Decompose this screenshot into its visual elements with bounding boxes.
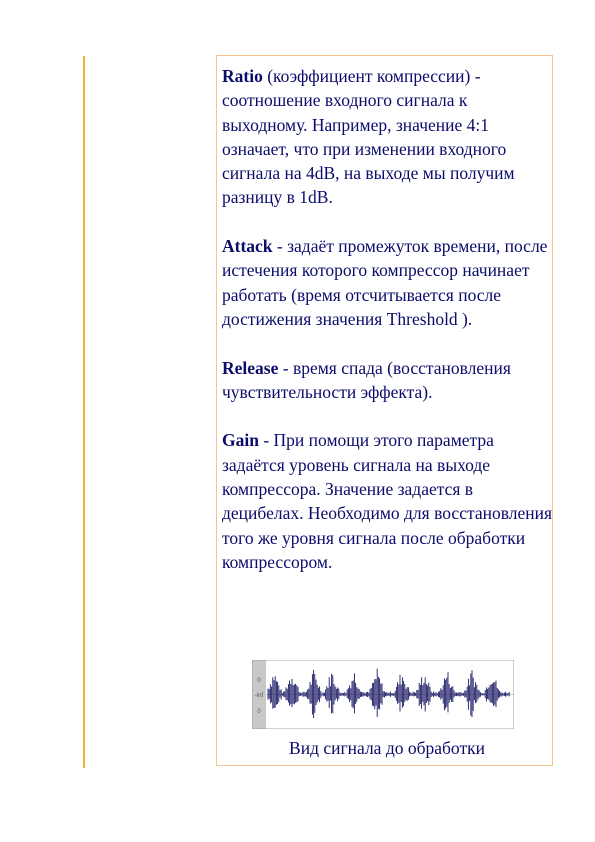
term-ratio: Ratio (222, 66, 263, 86)
definition-attack: - задаёт промежуток времени, после истечения которого компрессор начинает работать (время отсчитывается после достижения значения Threshold ). (222, 236, 548, 329)
definition-release: - время спада (восстановления чувствительности эффекта). (222, 357, 511, 402)
margin-rule (83, 56, 85, 768)
paragraph-release (222, 356, 552, 405)
definition-ratio: (коэффициент компрессии) - соотношение входного сигнала к выходному. Например, значение 4:1 означает, что при изменении входного сигнала на 4dB, на выходе мы получим разницу в 1dB. (222, 66, 515, 208)
waveform-trace (268, 669, 509, 718)
paragraph-gain (222, 428, 552, 574)
waveform-image (252, 660, 514, 729)
definition-gain: - При помощи этого параметра задаётся уровень сигнала на выходе компрессора. Значение задается в децибелах. Необходимо для восстановления того же уровня сигнала после обработки компрессором. (222, 430, 553, 572)
paragraph-attack (222, 234, 552, 331)
ruler-label-top: 0 (257, 678, 261, 684)
ruler-label-mid: -inf (254, 693, 264, 699)
ruler-label-bottom: 0 (257, 709, 261, 715)
waveform-caption: Вид сигнала до обработки (289, 738, 485, 758)
term-attack: Attack (222, 236, 273, 257)
term-gain: Gain (222, 430, 259, 451)
term-release: Release (222, 357, 279, 378)
paragraph-ratio (222, 64, 552, 210)
definitions-text (222, 64, 552, 599)
